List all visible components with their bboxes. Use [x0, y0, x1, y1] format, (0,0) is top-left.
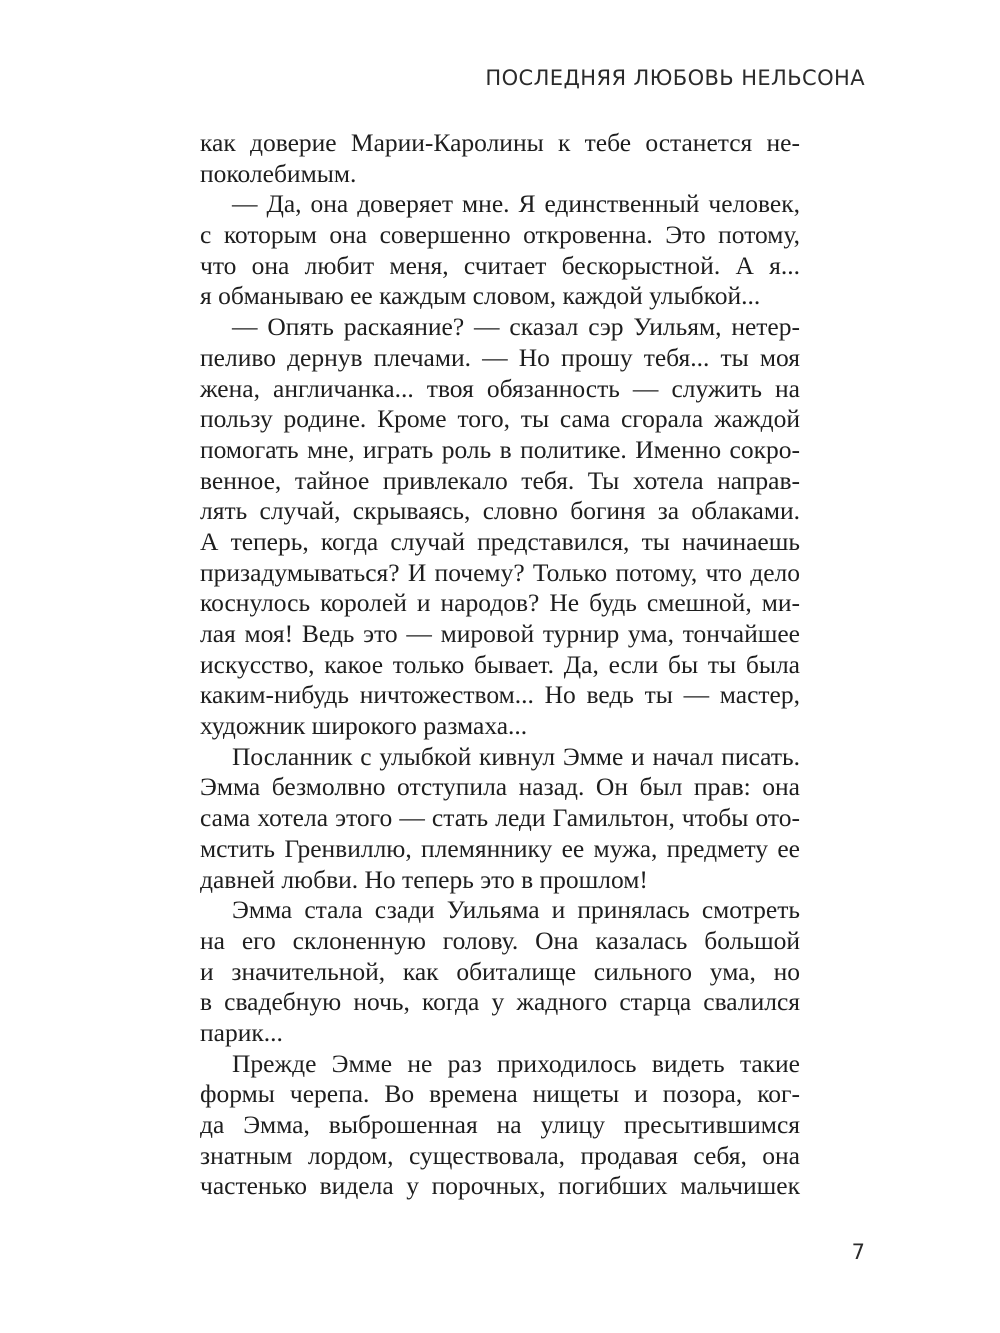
- text-line: парик...: [200, 1017, 283, 1047]
- text-line: венное, тайное привлекало тебя. Ты хотела направ-: [200, 465, 800, 495]
- text-line: мстить Гренвиллю, племяннику ее мужа, предмету ее: [200, 833, 800, 863]
- text-line: Прежде Эмме не раз приходилось видеть такие: [232, 1048, 800, 1078]
- text-line: сама хотела этого — стать леди Гамильтон, чтобы ото-: [200, 803, 800, 833]
- text-line: и значительной, как обиталище сильного ума, но: [200, 956, 800, 986]
- text-line: пользу родине. Кроме того, ты сама сгорала жаждой: [200, 404, 800, 434]
- text-line: помогать мне, играть роль в политике. Именно сокро-: [200, 434, 800, 464]
- text-line: да Эмма, выброшенная на улицу пресытившимся: [200, 1110, 800, 1139]
- text-line: с которым она совершенно откровенна. Это потому,: [200, 220, 800, 250]
- text-line: в свадебную ночь, когда у жадного старца свалился: [200, 987, 800, 1017]
- text-line: — Опять раскаяние? — сказал сэр Уильям, нетер-: [232, 312, 800, 342]
- text-line: жена, англичанка... твоя обязанность — служить на: [200, 373, 800, 403]
- text-line: знатным лордом, существовала, продавая себя, она: [200, 1140, 800, 1170]
- text-line: давней любви. Но теперь это в прошлом!: [200, 864, 648, 894]
- text-line: формы черепа. Во времена нищеты и позора, ког-: [200, 1079, 800, 1109]
- text-line: искусство, какое только бывает. Да, если бы ты была: [200, 649, 800, 679]
- text-line: призадумываться? И почему? Только потому, что дело: [200, 557, 800, 587]
- body-text: [200, 128, 800, 1202]
- text-line: поколебимым.: [200, 158, 357, 188]
- text-line: частенько видела у порочных, погибших мальчишек: [200, 1171, 800, 1201]
- text-line: что она любит меня, считает бескорыстной. А я...: [200, 250, 800, 280]
- text-line: художник широкого размаха...: [200, 711, 528, 741]
- text-line: Эмма безмолвно отступила назад. Он был прав: она: [200, 772, 800, 802]
- running-head: ПОСЛЕДНЯЯ ЛЮБОВЬ НЕЛЬСОНА: [485, 66, 865, 90]
- text-line: — Да, она доверяет мне. Я единственный человек,: [232, 189, 800, 219]
- text-line: Посланник с улыбкой кивнул Эмме и начал писать.: [232, 741, 800, 771]
- page-number: 7: [851, 1240, 865, 1264]
- text-line: А теперь, когда случай представился, ты начинаешь: [200, 526, 800, 556]
- text-line: я обманываю ее каждым словом, каждой улыбкой...: [200, 281, 761, 311]
- text-line: коснулось королей и народов? Не будь смешной, ми-: [200, 588, 800, 618]
- text-line: каким-нибудь ничтожеством... Но ведь ты — мастер,: [200, 680, 800, 710]
- text-line: пеливо дернув плечами. — Но прошу тебя... ты моя: [200, 342, 800, 372]
- text-line: лая моя! Ведь это — мировой турнир ума, тончайшее: [200, 619, 800, 648]
- text-line: на его склоненную голову. Она казалась большой: [200, 925, 800, 955]
- text-line: как доверие Марии-Каролины к тебе останется не-: [200, 128, 800, 157]
- text-line: Эмма стала сзади Уильяма и принялась смотреть: [232, 895, 800, 925]
- text-line: лять случай, скрываясь, словно богиня за облаками.: [200, 496, 800, 526]
